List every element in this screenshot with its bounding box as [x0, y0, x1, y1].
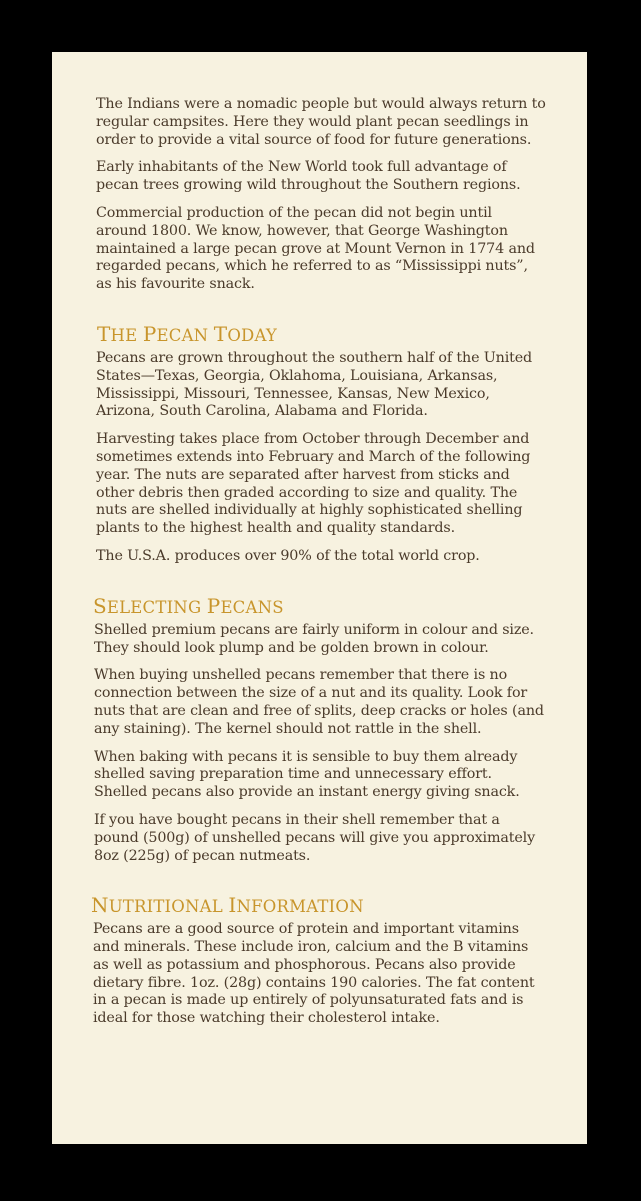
intro-paragraph: Commercial production of the pecan did not begin until around 1800. We know, however, that George Washington maintained a large pecan grove at Mount Vernon in 1774 and regarded pecans, which he referred to as “Mississippi nuts”, as his favourite snack.: [96, 204, 535, 293]
intro-section: [96, 96, 546, 294]
section-paragraph: The U.S.A. produces over 90% of the total world crop.: [96, 547, 480, 564]
nutrition-section: [91, 893, 546, 1028]
section-paragraph: When buying unshelled pecans remember that there is no connection between the size of a nut and its quality. Look for nuts that are clean and free of splits, deep cracks or holes (and any staining). The kernel should not rattle in the shell.: [94, 667, 544, 737]
section-heading-pecan-today: THE PECAN TODAY: [97, 321, 278, 346]
section-paragraph: Pecans are a good source of protein and important vitamins and minerals. These include iron, calcium and the B vitamins as well as potassium and phosphorous. Pecans also provide dietary fibre. 1oz. (28g) contains 190 calories. The fat content in a pecan is made up entirely of polyunsaturated fats and is ideal for those watching their cholesterol intake.: [93, 921, 535, 1027]
section-paragraph: Pecans are grown throughout the southern half of the United States—Texas, Georgia, Oklahoma, Louisiana, Arkansas, Mississippi, Missouri, Tennessee, Kansas, New Mexico, Arizona, South Carolina, Alabama and Florida.: [96, 349, 533, 420]
section-paragraph: Harvesting takes place from October through December and sometimes extends into February and March of the following year. The nuts are separated after harvest from sticks and other debris then graded according to size and quality. The nuts are shelled individually at highly sophisticated shelling plants to the highest health and quality standards.: [96, 431, 531, 537]
intro-paragraph: Early inhabitants of the New World took full advantage of pecan trees growing wild throughout the Southern regions.: [96, 159, 521, 194]
section-paragraph: When baking with pecans it is sensible to buy them already shelled saving preparation time and unnecessary effort. Shelled pecans also provide an instant energy giving snack.: [94, 748, 520, 801]
pecan-today-section: [96, 321, 546, 566]
section-heading-nutritional-information: NUTRITIONAL INFORMATION: [91, 893, 364, 918]
leaflet-page: [52, 52, 587, 1144]
section-paragraph: Shelled premium pecans are fairly uniform in colour and size. They should look plump and be golden brown in colour.: [94, 621, 534, 656]
intro-paragraph: The Indians were a nomadic people but would always return to regular campsites. Here they would plant pecan seedlings in order to provide a vital source of food for future generations.: [96, 96, 546, 148]
leaflet-content: [91, 96, 546, 1038]
section-heading-selecting-pecans: SELECTING PECANS: [93, 593, 284, 618]
section-paragraph: If you have bought pecans in their shell remember that a pound (500g) of unshelled pecans will give you approximately 8oz (225g) of pecan nutmeats.: [94, 811, 535, 864]
selecting-section: [93, 593, 546, 866]
